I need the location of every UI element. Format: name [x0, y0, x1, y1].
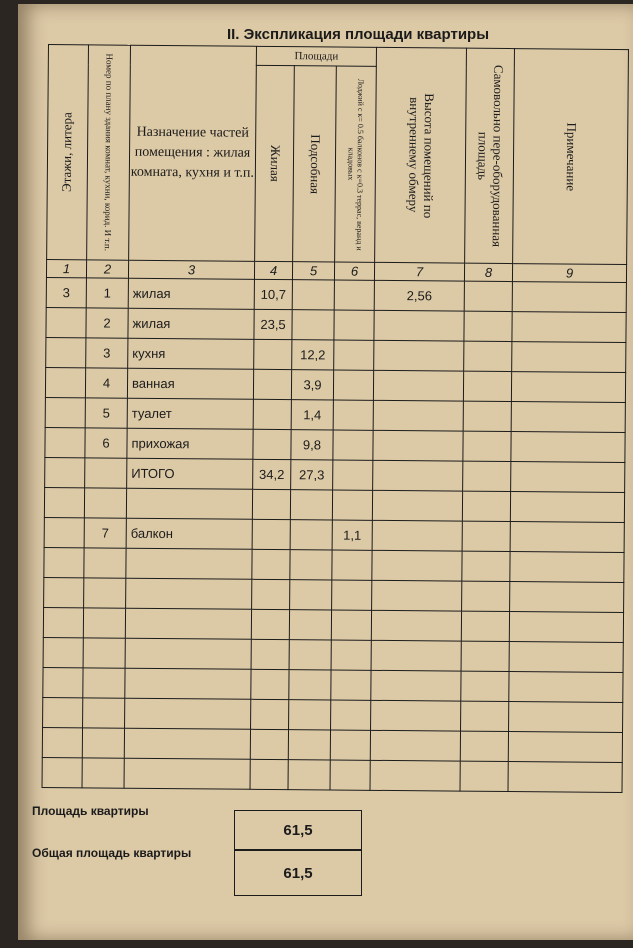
cell-empty	[331, 610, 371, 640]
cell-no: 6	[85, 428, 127, 458]
living-header: Жилая	[267, 145, 284, 182]
loggia-header-cell	[335, 66, 377, 262]
cell-empty	[251, 639, 289, 669]
cell-floor	[45, 397, 85, 427]
cell-empty	[372, 580, 462, 611]
cell-empty	[42, 727, 82, 757]
column-number: 7	[374, 262, 464, 281]
cell-empty	[125, 698, 251, 729]
cell-empty	[370, 760, 460, 791]
cell-empty	[512, 282, 626, 313]
column-number: 6	[334, 262, 374, 280]
cell-empty	[43, 697, 83, 727]
explication-table	[42, 44, 629, 793]
column-number: 9	[512, 264, 626, 283]
cell-empty	[511, 432, 625, 463]
cell-aux: 12,2	[292, 340, 334, 370]
cell-loggia	[333, 370, 373, 400]
cell-empty	[289, 670, 331, 700]
cell-empty	[126, 578, 252, 609]
cell-empty	[464, 341, 512, 371]
cell-empty	[125, 668, 251, 699]
cell-empty	[332, 580, 372, 610]
cell-empty	[82, 728, 124, 758]
cell-no: 1	[86, 278, 128, 308]
cell-empty	[509, 672, 623, 703]
cell-height: 2,56	[374, 280, 464, 311]
cell-name: кухня	[128, 338, 254, 369]
cell-empty	[251, 609, 289, 639]
cell-empty	[288, 730, 330, 760]
cell-floor	[44, 487, 84, 517]
cell-loggia	[333, 430, 373, 460]
cell-empty	[124, 758, 250, 789]
cell-loggia	[334, 280, 374, 310]
cell-aux: 1,4	[291, 400, 333, 430]
cell-no: 2	[86, 308, 128, 338]
cell-name	[126, 488, 252, 519]
cell-aux: 27,3	[291, 460, 333, 490]
cell-empty	[371, 640, 461, 671]
cell-empty	[510, 522, 624, 553]
cell-empty	[463, 461, 511, 491]
aux-header-cell	[293, 66, 337, 262]
cell-living	[253, 429, 291, 459]
cell-empty	[462, 551, 510, 581]
cell-aux: 3,9	[291, 370, 333, 400]
cell-empty	[372, 550, 462, 581]
cell-empty	[463, 401, 511, 431]
cell-floor	[44, 517, 84, 547]
cell-loggia: 1,1	[332, 520, 372, 550]
cell-height	[373, 400, 463, 431]
cell-empty	[84, 548, 126, 578]
loggia-header: Лоджий с к= 0.5 балконов с к=0.3 террас, веранд и кладовых	[346, 78, 366, 251]
cell-empty	[43, 607, 83, 637]
cell-empty	[125, 638, 251, 669]
cell-empty	[330, 760, 370, 790]
cell-living: 34,2	[253, 459, 291, 489]
cell-height	[373, 370, 463, 401]
cell-empty	[331, 670, 371, 700]
cell-empty	[510, 582, 624, 613]
cell-name: жилая	[128, 308, 254, 339]
cell-no: 5	[85, 398, 127, 428]
cell-empty	[461, 611, 509, 641]
cell-empty	[511, 462, 625, 493]
cell-loggia	[333, 460, 373, 490]
cell-empty	[44, 577, 84, 607]
cell-height	[372, 520, 462, 551]
cell-empty	[251, 669, 289, 699]
cell-empty	[371, 700, 461, 731]
cell-aux	[292, 280, 334, 310]
cell-empty	[510, 492, 624, 523]
room-no-header: Номер по плану здания комнат, кухни, корид. И т.п.	[102, 53, 115, 252]
aux-header: Подсобная	[307, 133, 324, 194]
room-no-header-cell	[87, 45, 131, 260]
cell-living	[253, 399, 291, 429]
cell-empty	[82, 758, 124, 788]
cell-empty	[464, 281, 512, 311]
cell-empty	[44, 547, 84, 577]
column-number: 4	[254, 261, 292, 279]
cell-empty	[290, 550, 332, 580]
purpose-header: Назначение частей помещения : жилая комната, кухня и т.п.	[130, 124, 255, 181]
cell-loggia	[334, 340, 374, 370]
cell-empty	[461, 641, 509, 671]
cell-empty	[461, 701, 509, 731]
cell-empty	[332, 550, 372, 580]
unauthorized-header-cell	[465, 48, 515, 263]
cell-floor	[45, 427, 85, 457]
document-page	[18, 4, 633, 940]
cell-empty	[511, 372, 625, 403]
cell-empty	[330, 730, 370, 760]
cell-empty	[511, 402, 625, 433]
cell-empty	[43, 637, 83, 667]
cell-empty	[84, 578, 126, 608]
floor-header-cell	[47, 45, 89, 260]
table-body	[42, 277, 626, 792]
cell-empty	[331, 700, 371, 730]
column-number: 8	[464, 263, 512, 281]
height-header: Высота помещений по внутреннему обмеру	[406, 92, 438, 218]
cell-empty	[461, 671, 509, 701]
cell-loggia	[334, 310, 374, 340]
cell-empty	[460, 761, 508, 791]
cell-empty	[463, 431, 511, 461]
cell-empty	[512, 312, 626, 343]
cell-height	[372, 490, 462, 521]
cell-empty	[508, 762, 622, 793]
column-number: 5	[292, 262, 334, 280]
cell-height	[373, 430, 463, 461]
cell-name: прихожая	[127, 428, 253, 459]
cell-aux	[290, 520, 332, 550]
cell-floor	[46, 337, 86, 367]
cell-empty	[288, 760, 330, 790]
apartment-area-value: 61,5	[234, 810, 362, 850]
cell-aux: 9,8	[291, 430, 333, 460]
floor-header: Этажи, литера	[58, 112, 75, 193]
cell-empty	[289, 640, 331, 670]
cell-living: 10,7	[254, 279, 292, 309]
living-header-cell	[255, 65, 295, 261]
cell-empty	[250, 729, 288, 759]
cell-empty	[509, 612, 623, 643]
cell-empty	[464, 311, 512, 341]
cell-loggia	[333, 400, 373, 430]
cell-name: жилая	[128, 278, 254, 309]
cell-empty	[290, 580, 332, 610]
cell-floor	[45, 367, 85, 397]
cell-no	[85, 458, 127, 488]
cell-empty	[462, 521, 510, 551]
areas-group-header: Площади	[256, 46, 376, 66]
cell-empty	[289, 610, 331, 640]
cell-empty	[508, 732, 622, 763]
cell-empty	[124, 728, 250, 759]
cell-empty	[512, 342, 626, 373]
cell-empty	[252, 579, 290, 609]
cell-empty	[83, 668, 125, 698]
total-area-value: 61,5	[234, 850, 362, 896]
cell-empty	[125, 608, 251, 639]
cell-name: туалет	[127, 398, 253, 429]
cell-aux	[292, 310, 334, 340]
column-number: 1	[46, 259, 86, 277]
cell-no: 4	[85, 368, 127, 398]
note-header-cell	[513, 49, 629, 265]
note-header: Примечание	[563, 122, 580, 191]
cell-name: ИТОГО	[127, 458, 253, 489]
total-area-label: Общая площадь квартиры	[32, 846, 192, 860]
cell-height	[374, 310, 464, 341]
column-number: 2	[86, 260, 128, 278]
cell-empty	[463, 371, 511, 401]
cell-name: ванная	[127, 368, 253, 399]
cell-empty	[371, 670, 461, 701]
cell-living	[254, 339, 292, 369]
column-number: 3	[128, 260, 254, 279]
cell-floor	[46, 307, 86, 337]
cell-empty	[331, 640, 371, 670]
cell-living	[253, 369, 291, 399]
cell-loggia	[332, 490, 372, 520]
apartment-area-label: Площадь квартиры	[32, 804, 149, 818]
cell-empty	[289, 700, 331, 730]
purpose-header-cell	[129, 45, 257, 261]
cell-no	[84, 488, 126, 518]
cell-empty	[83, 638, 125, 668]
table-row	[42, 757, 622, 792]
cell-height	[373, 460, 463, 491]
cell-empty	[83, 608, 125, 638]
cell-empty	[370, 730, 460, 761]
cell-empty	[251, 699, 289, 729]
header-row-top	[48, 45, 628, 69]
cell-empty	[462, 581, 510, 611]
cell-empty	[509, 702, 623, 733]
cell-empty	[371, 610, 461, 641]
cell-empty	[510, 552, 624, 583]
cell-empty	[250, 759, 288, 789]
cell-name: балкон	[126, 518, 252, 549]
height-header-cell	[375, 47, 467, 263]
cell-empty	[460, 731, 508, 761]
cell-no: 3	[86, 338, 128, 368]
cell-living	[252, 489, 290, 519]
cell-empty	[83, 698, 125, 728]
cell-height	[374, 340, 464, 371]
cell-living: 23,5	[254, 309, 292, 339]
cell-floor	[45, 457, 85, 487]
cell-empty	[509, 642, 623, 673]
cell-empty	[126, 548, 252, 579]
cell-living	[252, 519, 290, 549]
cell-empty	[42, 757, 82, 787]
cell-aux	[290, 490, 332, 520]
unauthorized-header: Самовольно пере-оборудованная площадь	[475, 64, 507, 248]
cell-empty	[43, 667, 83, 697]
cell-no: 7	[84, 518, 126, 548]
cell-floor: 3	[46, 277, 86, 307]
cell-empty	[252, 549, 290, 579]
cell-empty	[462, 491, 510, 521]
document-title: II. Экспликация площади квартиры	[226, 26, 490, 43]
